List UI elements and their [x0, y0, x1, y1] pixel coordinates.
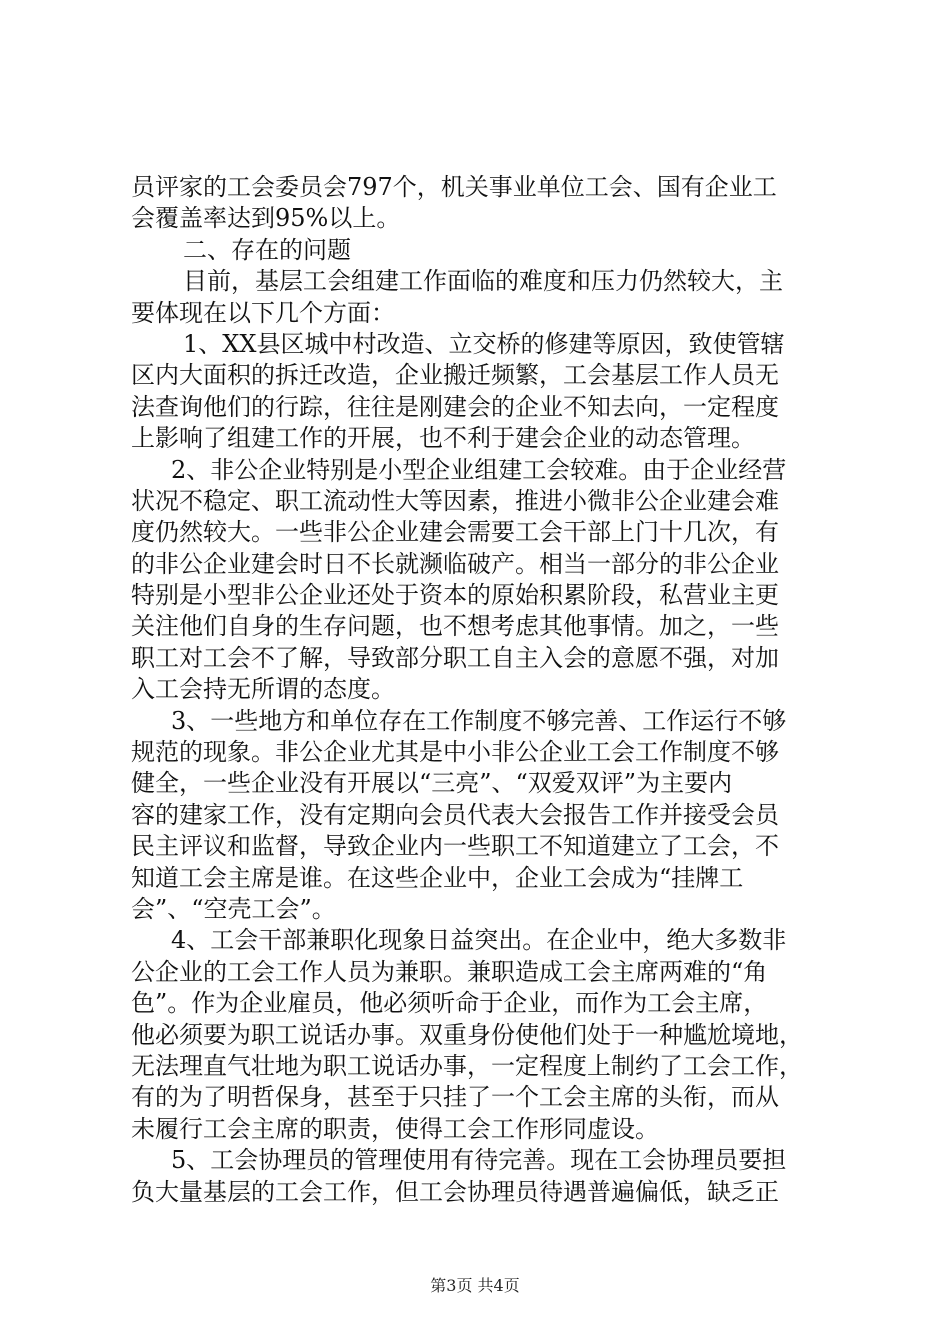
- text-line: 的非公企业建会时日不长就濒临破产。相当一部分的非公企业: [131, 549, 779, 578]
- text-line: 1、XX县区城中村改造、立交桥的修建等原因，致使管辖: [183, 329, 785, 358]
- text-line: 要体现在以下几个方面：: [131, 298, 395, 327]
- text-line: 未履行工会主席的职责，使得工会工作形同虚设。: [131, 1114, 659, 1143]
- text-line: 有的为了明哲保身，甚至于只挂了一个工会主席的头衔，而从: [131, 1083, 779, 1112]
- section-heading: 二、存在的问题: [183, 235, 351, 264]
- text-line: 法查询他们的行踪，往往是刚建会的企业不知去向，一定程度: [131, 392, 779, 421]
- text-line: 3、一些地方和单位存在工作制度不够完善、工作运行不够: [171, 706, 787, 735]
- text-line: 健全，一些企业没有开展以“三亮”、“双爱双评”为主要内: [131, 769, 733, 798]
- text-line: 目前，基层工会组建工作面临的难度和压力仍然较大，主: [183, 267, 783, 296]
- text-line: 状况不稳定、职工流动性大等因素，推进小微非公企业建会难: [131, 486, 779, 515]
- text-line: 入工会持无所谓的态度。: [131, 675, 395, 704]
- text-line: 员评家的工会委员会797个，机关事业单位工会、国有企业工: [131, 173, 777, 201]
- text-line: 负大量基层的工会工作，但工会协理员待遇普遍偏低，缺乏正: [131, 1177, 779, 1206]
- page-number-footer: 第3页 共4页: [430, 1276, 520, 1295]
- text-line: 上影响了组建工作的开展，也不利于建会企业的动态管理。: [131, 424, 755, 453]
- text-line: 无法理直气壮地为职工说话办事，一定程度上制约了工会工作，: [131, 1051, 803, 1080]
- text-line: 特别是小型非公企业还处于资本的原始积累阶段，私营业主更: [131, 581, 779, 610]
- text-line: 关注他们自身的生存问题，也不想考虑其他事情。加之，一些: [131, 612, 779, 641]
- document-body: [131, 172, 831, 1208]
- text-line: 5、工会协理员的管理使用有待完善。现在工会协理员要担: [171, 1146, 787, 1175]
- text-line: 4、工会干部兼职化现象日益突出。在企业中，绝大多数非: [171, 926, 787, 955]
- text-line: 公企业的工会工作人员为兼职。兼职造成工会主席两难的“角: [131, 957, 768, 986]
- text-line: 民主评议和监督，导致企业内一些职工不知道建立了工会，不: [131, 832, 779, 861]
- text-line: 色”。作为企业雇员，他必须听命于企业，而作为工会主席，: [131, 989, 768, 1018]
- text-line: 度仍然较大。一些非公企业建会需要工会干部上门十几次，有: [131, 518, 779, 547]
- text-line: 知道工会主席是谁。在这些企业中，企业工会成为“挂牌工: [131, 863, 744, 892]
- text-line: 会覆盖率达到95%以上。: [131, 204, 401, 233]
- text-line: 会”、“空壳工会”。: [131, 894, 336, 923]
- text-line: 规范的现象。非公企业尤其是中小非公企业工会工作制度不够: [131, 738, 779, 767]
- text-line: 容的建家工作，没有定期向会员代表大会报告工作并接受会员: [131, 800, 779, 829]
- text-line: 他必须要为职工说话办事。双重身份使他们处于一种尴尬境地，: [131, 1020, 803, 1049]
- text-line: 2、非公企业特别是小型企业组建工会较难。由于企业经营: [171, 455, 787, 484]
- text-line: 职工对工会不了解，导致部分职工自主入会的意愿不强，对加: [131, 643, 779, 672]
- text-line: 区内大面积的拆迁改造，企业搬迁频繁，工会基层工作人员无: [131, 361, 779, 390]
